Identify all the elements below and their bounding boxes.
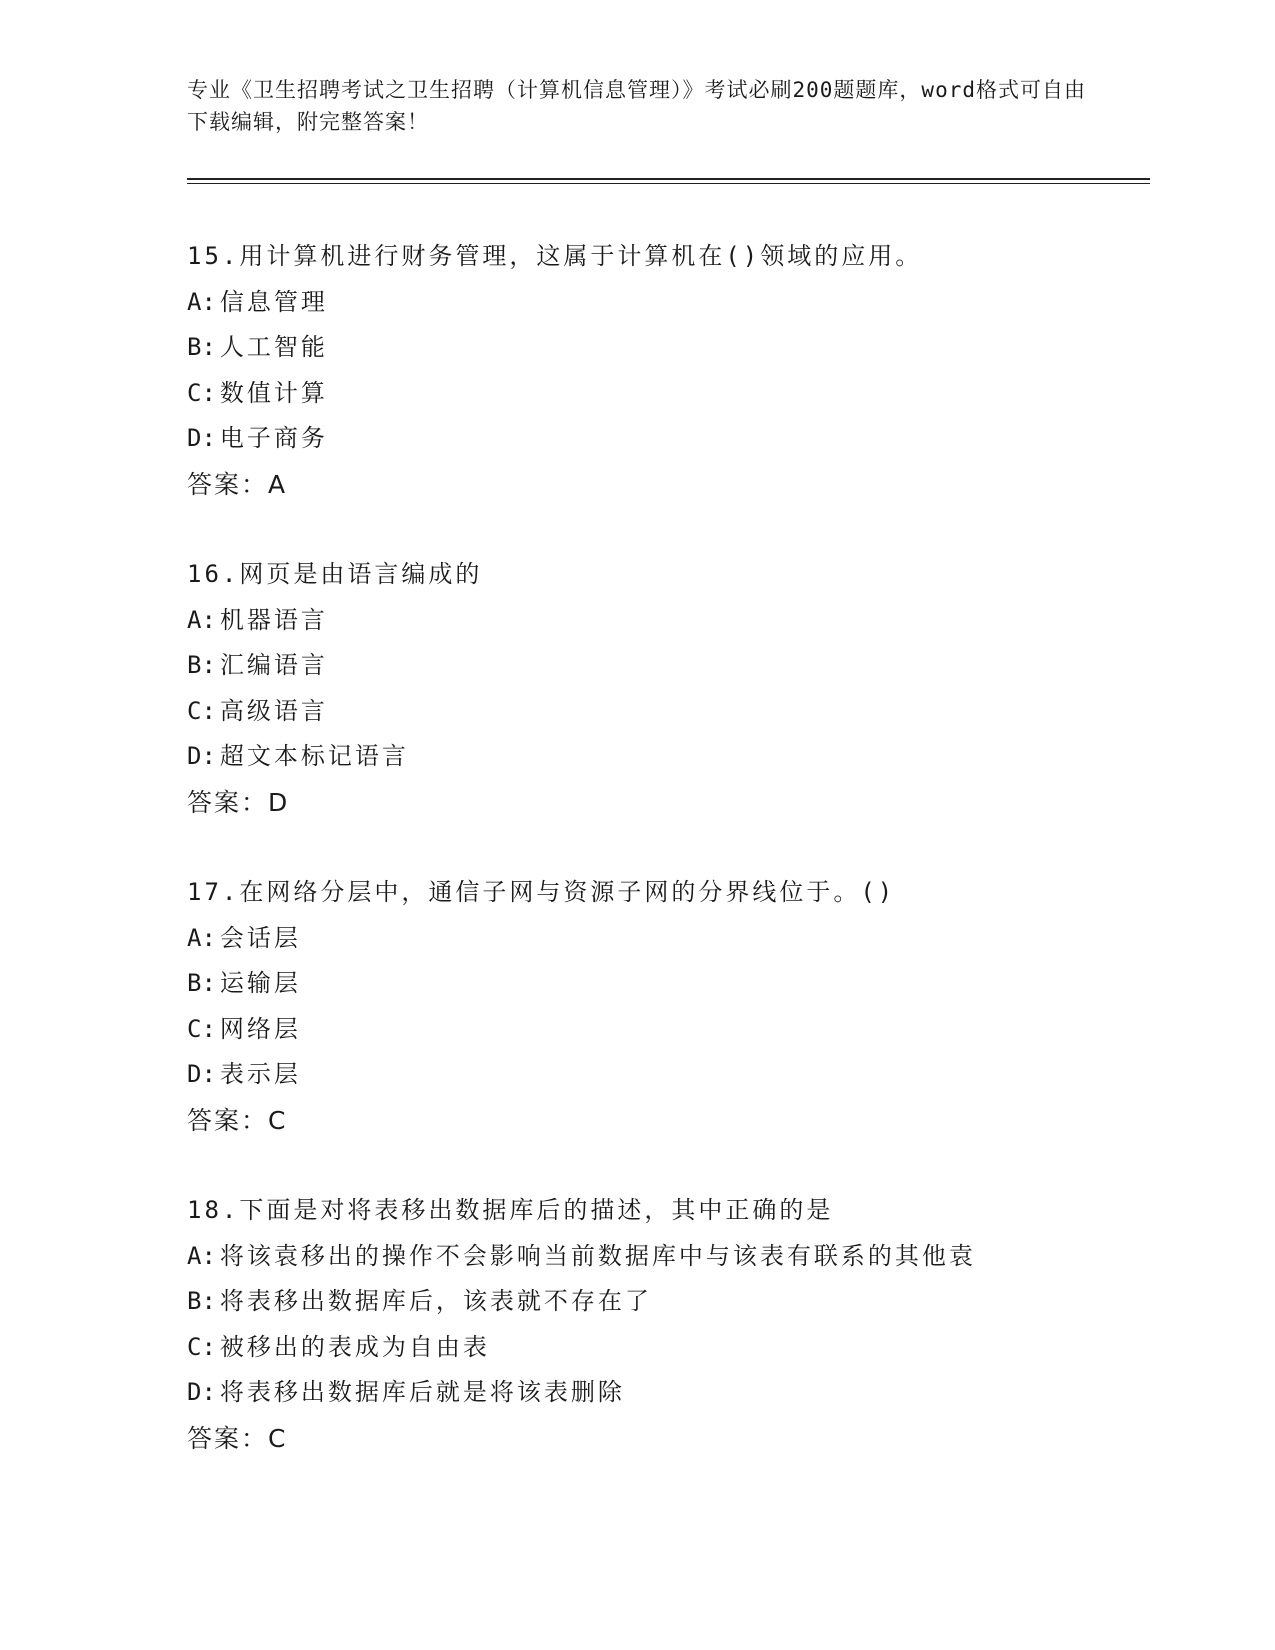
option-b [187, 643, 1147, 689]
option-d [187, 1370, 1147, 1416]
option-letter: B: [187, 333, 216, 361]
option-a [187, 1234, 1147, 1280]
option-text: 会话层 [219, 923, 301, 952]
question-18 [187, 1188, 1147, 1506]
answer-line: 答案：C [187, 1105, 288, 1135]
option-d [187, 1052, 1147, 1098]
answer-line: 答案：A [187, 469, 288, 499]
option-letter: D: [187, 1378, 216, 1406]
option-letter: B: [187, 969, 216, 997]
option-letter: A: [187, 605, 216, 634]
option-letter: C: [187, 696, 216, 725]
question-16 [187, 552, 1147, 870]
option-text: 将该袁移出的操作不会影响当前数据库中与该表有联系的其他袁 [219, 1241, 976, 1270]
document-header: 专业《卫生招聘考试之卫生招聘（计算机信息管理）》考试必刷200题题库，word格式可自由下载编辑，附完整答案！ [187, 78, 1086, 134]
option-b [187, 325, 1147, 371]
option-letter: A: [187, 287, 216, 316]
option-letter: C: [187, 378, 216, 407]
option-c [187, 689, 1147, 735]
option-text: 网络层 [219, 1014, 301, 1043]
option-text: 高级语言 [219, 696, 328, 725]
option-b [187, 1279, 1147, 1325]
option-letter: D: [187, 424, 216, 452]
option-a [187, 598, 1147, 644]
option-letter: C: [187, 1014, 216, 1043]
option-text: 被移出的表成为自由表 [219, 1332, 490, 1361]
option-c [187, 1325, 1147, 1371]
option-d [187, 734, 1147, 780]
option-text: 机器语言 [219, 605, 328, 634]
option-text: 运输层 [219, 969, 301, 997]
option-letter: D: [187, 742, 216, 770]
option-text: 数值计算 [219, 378, 328, 407]
option-letter: A: [187, 923, 216, 952]
question-list [187, 234, 1147, 1506]
option-b [187, 961, 1147, 1007]
option-letter: A: [187, 1241, 216, 1270]
option-c [187, 371, 1147, 417]
question-stem: 17.在网络分层中，通信子网与资源子网的分界线位于。() [187, 878, 896, 906]
option-letter: B: [187, 651, 216, 679]
option-text: 人工智能 [219, 333, 328, 361]
option-text: 将表移出数据库后，该表就不存在了 [219, 1287, 652, 1315]
option-c [187, 1007, 1147, 1053]
answer-line: 答案：D [187, 787, 290, 817]
header-divider [187, 178, 1150, 180]
option-text: 汇编语言 [219, 651, 328, 679]
option-letter: D: [187, 1060, 216, 1088]
option-letter: B: [187, 1287, 216, 1315]
option-text: 信息管理 [219, 287, 328, 316]
option-text: 表示层 [219, 1060, 301, 1088]
option-a [187, 916, 1147, 962]
header-divider-thin [187, 183, 1150, 184]
option-text: 将表移出数据库后就是将该表删除 [219, 1378, 625, 1406]
question-stem: 18.下面是对将表移出数据库后的描述，其中正确的是 [187, 1196, 834, 1224]
question-stem: 16.网页是由语言编成的 [187, 560, 483, 588]
question-stem: 15.用计算机进行财务管理，这属于计算机在()领域的应用。 [187, 242, 923, 270]
question-15 [187, 234, 1147, 552]
option-a [187, 280, 1147, 326]
answer-line: 答案：C [187, 1423, 288, 1453]
option-letter: C: [187, 1332, 216, 1361]
option-d [187, 416, 1147, 462]
option-text: 电子商务 [219, 424, 328, 452]
question-17 [187, 870, 1147, 1188]
option-text: 超文本标记语言 [219, 742, 409, 770]
